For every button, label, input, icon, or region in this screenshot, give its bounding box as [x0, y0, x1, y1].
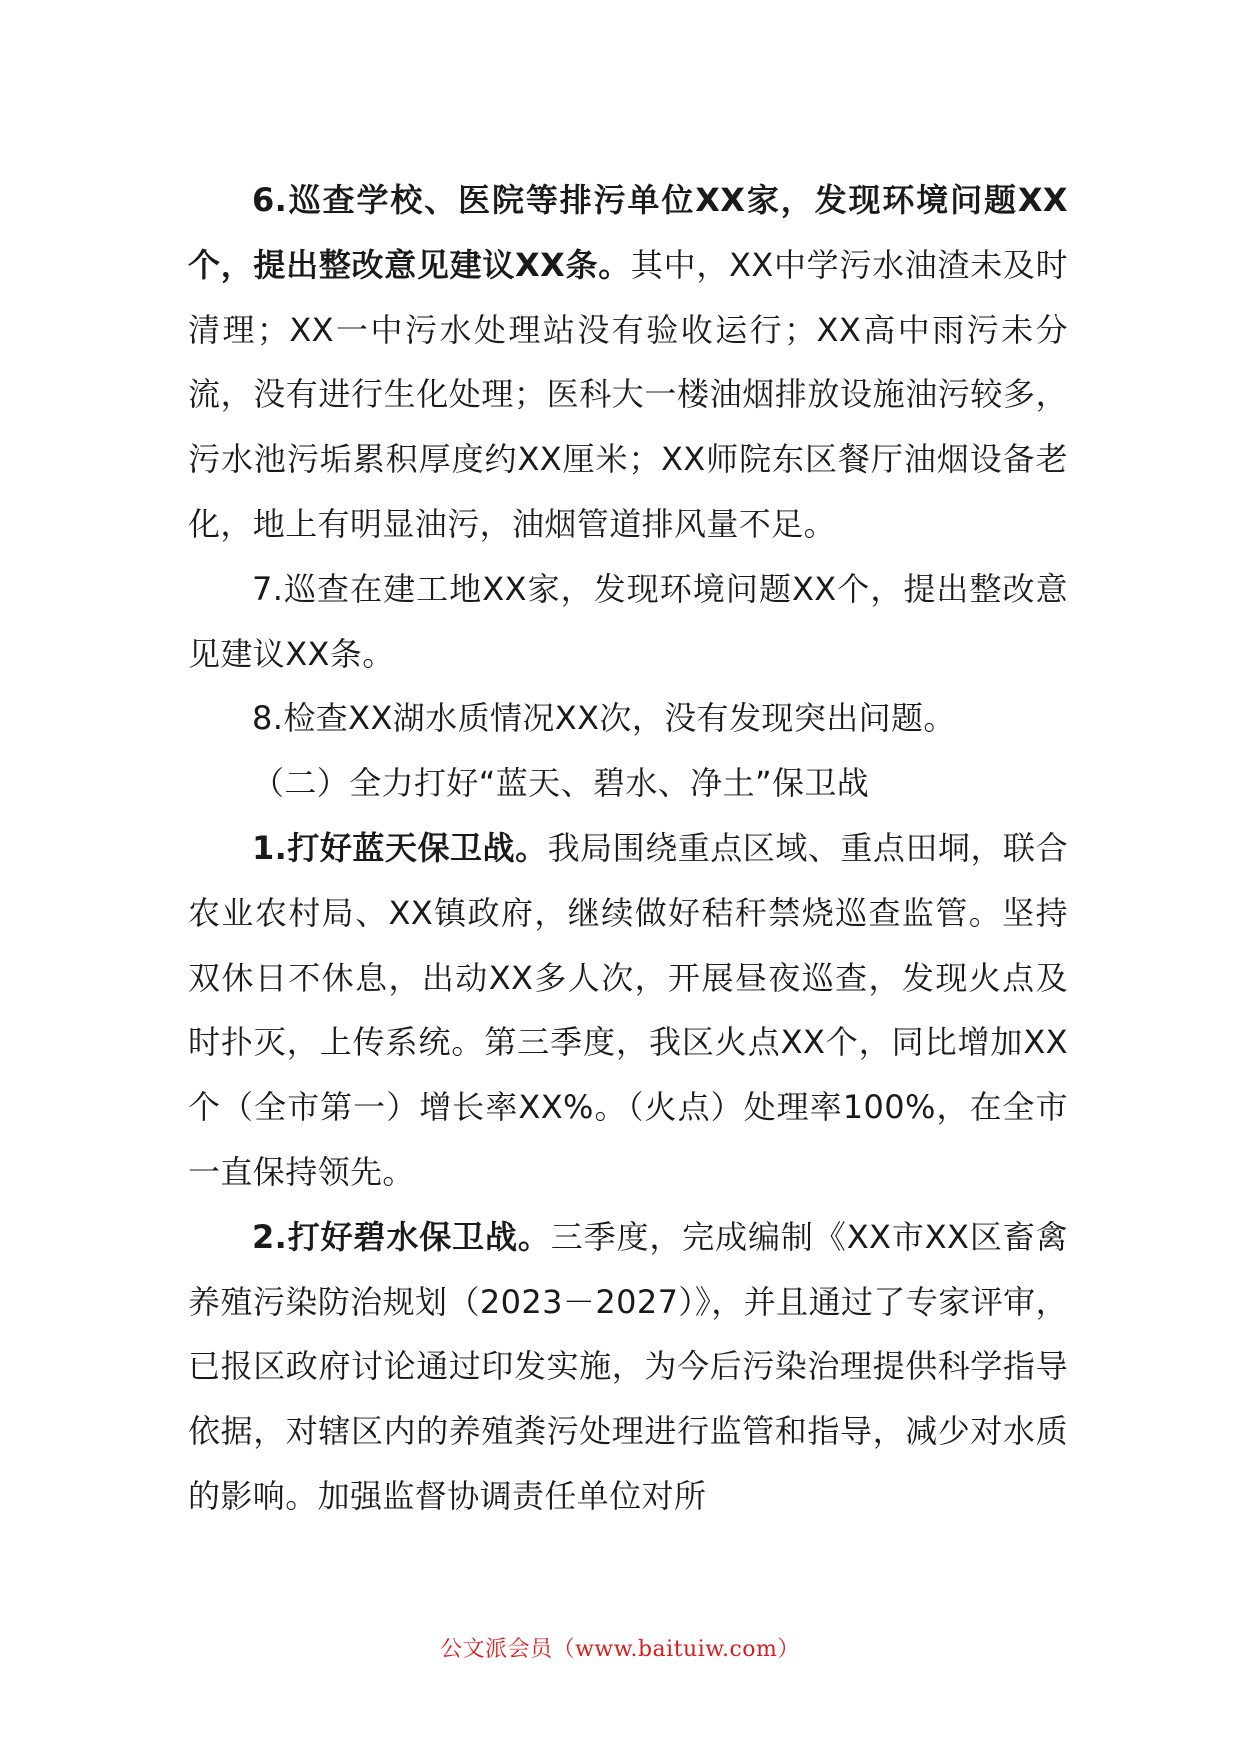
paragraph-lead: 6.巡查学校、医院等排污单位XX家，发现环境问题XX个，提出整改意见建议XX条。 — [188, 181, 1068, 284]
footer-watermark: 公文派会员（www.baituiw.com） — [440, 1637, 800, 1662]
paragraph-text: 其中，XX中学污水油渣未及时清理；XX一中污水处理站没有验收运行；XX高中雨污未分流，没有进行生化处理；医科大一楼油烟排放设施油污较多，污水池污垢累积厚度约XX厘米；XX师院东区餐厅油烟设备老化，地上有明显油污，油烟管道排风量不足。 — [188, 245, 1068, 543]
paragraph-lead: 1.打好蓝天保卫战。 — [252, 828, 548, 867]
paragraph-item-7 — [188, 557, 1068, 687]
paragraph-text: 我局围绕重点区域、重点田垌，联合农业农村局、XX镇政府，继续做好秸秆禁烧巡查监管。坚持双休日不休息，出动XX多人次，开展昼夜巡查，发现火点及时扑灭，上传系统。第三季度，我区火点XX个，同比增加XX个（全市第一）增长率XX%。（火点）处理率100%，在全市一直保持领先。 — [188, 828, 1068, 1191]
paragraph-text: 7.巡查在建工地XX家，发现环境问题XX个，提出整改意见建议XX条。 — [188, 569, 1068, 673]
paragraph-item-6 — [188, 168, 1068, 557]
paragraph-text: 三季度，完成编制《XX市XX区畜禽养殖污染防治规划（2023－2027）》，并且通过了专家评审，已报区政府讨论通过印发实施，为今后污染治理提供科学指导依据，对辖区内的养殖粪污处理进行监管和指导，减少对水质的影响。加强监督协调责任单位对所 — [188, 1217, 1068, 1515]
section-heading — [188, 751, 1068, 816]
paragraph-text: 8.检查XX湖水质情况XX次，没有发现突出问题。 — [252, 699, 956, 738]
section-heading-text: （二）全力打好“蓝天、碧水、净土”保卫战 — [252, 764, 870, 803]
paragraph-blue-sky — [188, 816, 1068, 1205]
document-body — [188, 168, 1068, 1529]
paragraph-lead: 2.打好碧水保卫战。 — [252, 1217, 551, 1256]
paragraph-clear-water — [188, 1205, 1068, 1529]
paragraph-item-8 — [188, 686, 1068, 751]
